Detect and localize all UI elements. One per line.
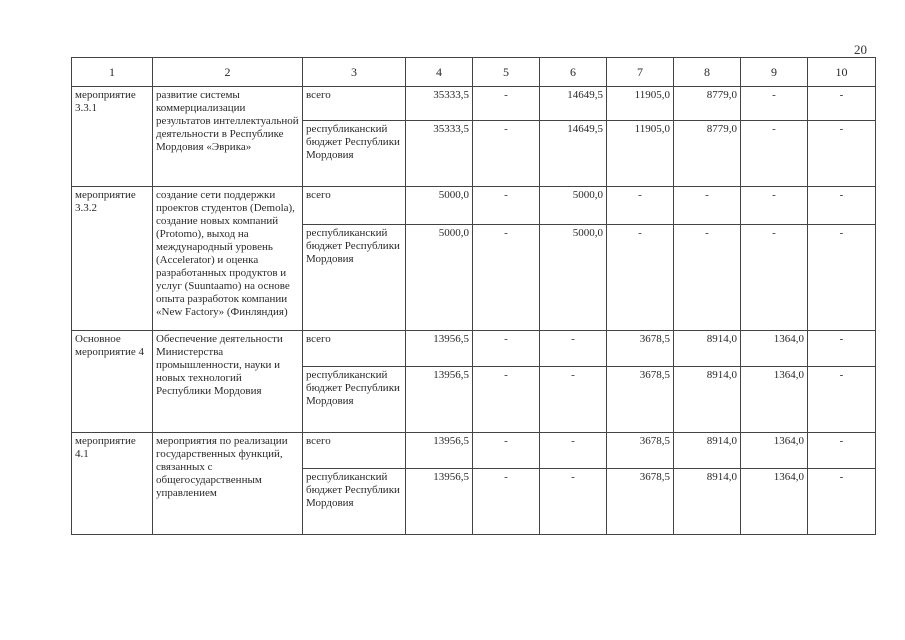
value-cell: 3678,5 (607, 469, 674, 535)
source-cell: республиканский бюджет Республики Мордовия (303, 225, 406, 331)
value-cell: 11905,0 (607, 87, 674, 121)
value-cell: - (741, 87, 808, 121)
value-cell: 1364,0 (741, 331, 808, 367)
value-cell: 8779,0 (674, 87, 741, 121)
value-cell: 13956,5 (406, 469, 473, 535)
value-cell: 3678,5 (607, 331, 674, 367)
value-cell: - (473, 187, 540, 225)
value-cell: 8914,0 (674, 469, 741, 535)
column-header: 5 (473, 58, 540, 87)
value-cell: 3678,5 (607, 367, 674, 433)
value-cell: - (473, 87, 540, 121)
value-cell: - (674, 187, 741, 225)
value-cell: - (741, 187, 808, 225)
value-cell: 5000,0 (406, 225, 473, 331)
column-header: 3 (303, 58, 406, 87)
column-header: 4 (406, 58, 473, 87)
table-row (72, 331, 876, 367)
value-cell: 5000,0 (406, 187, 473, 225)
value-cell: - (808, 367, 876, 433)
table-row (72, 187, 876, 225)
value-cell: - (674, 225, 741, 331)
value-cell: 1364,0 (741, 469, 808, 535)
table-row (72, 433, 876, 469)
value-cell: - (473, 469, 540, 535)
value-cell: - (808, 187, 876, 225)
value-cell: - (808, 121, 876, 187)
value-cell: - (808, 469, 876, 535)
value-cell: 5000,0 (540, 225, 607, 331)
description-cell: развитие системы коммерциализации результатов интеллектуальной деятельности в Республике Мордовия «Эврика» (153, 87, 303, 187)
value-cell: 35333,5 (406, 121, 473, 187)
value-cell: - (607, 187, 674, 225)
value-cell: - (473, 225, 540, 331)
value-cell: 1364,0 (741, 367, 808, 433)
column-header: 8 (674, 58, 741, 87)
source-cell: всего (303, 433, 406, 469)
value-cell: - (540, 433, 607, 469)
event-cell: мероприятие 3.3.2 (72, 187, 153, 331)
value-cell: 8914,0 (674, 433, 741, 469)
value-cell: 8779,0 (674, 121, 741, 187)
column-header: 9 (741, 58, 808, 87)
value-cell: - (540, 469, 607, 535)
source-cell: республиканский бюджет Республики Мордовия (303, 469, 406, 535)
description-cell: Обеспечение деятельности Министерства промышленности, науки и новых технологий Республики Мордовия (153, 331, 303, 433)
value-cell: 3678,5 (607, 433, 674, 469)
value-cell: - (607, 225, 674, 331)
column-header: 1 (72, 58, 153, 87)
column-header: 2 (153, 58, 303, 87)
value-cell: 1364,0 (741, 433, 808, 469)
value-cell: 35333,5 (406, 87, 473, 121)
header-row (72, 58, 876, 87)
value-cell: 14649,5 (540, 87, 607, 121)
source-cell: всего (303, 331, 406, 367)
event-cell: Основное мероприятие 4 (72, 331, 153, 433)
value-cell: - (473, 433, 540, 469)
event-cell: мероприятие 4.1 (72, 433, 153, 535)
page-number: 20 (854, 42, 867, 57)
event-cell: мероприятие 3.3.1 (72, 87, 153, 187)
value-cell: 13956,5 (406, 367, 473, 433)
value-cell: - (808, 225, 876, 331)
value-cell: - (473, 121, 540, 187)
value-cell: - (540, 331, 607, 367)
value-cell: - (473, 331, 540, 367)
table-row (72, 87, 876, 121)
value-cell: 8914,0 (674, 367, 741, 433)
column-header: 10 (808, 58, 876, 87)
column-header: 6 (540, 58, 607, 87)
value-cell: 13956,5 (406, 433, 473, 469)
value-cell: 13956,5 (406, 331, 473, 367)
source-cell: всего (303, 87, 406, 121)
value-cell: - (808, 87, 876, 121)
value-cell: 8914,0 (674, 331, 741, 367)
source-cell: всего (303, 187, 406, 225)
description-cell: создание сети поддержки проектов студентов (Demola), создание новых компаний (Protomo), выход на международный уровень (Accelerator) и оценка разработанных продуктов и услуг (Suuntaamo) на основе опыта разработок компании «New Factory» (Финляндия) (153, 187, 303, 331)
value-cell: - (741, 121, 808, 187)
column-header: 7 (607, 58, 674, 87)
value-cell: - (473, 367, 540, 433)
value-cell: 11905,0 (607, 121, 674, 187)
value-cell: 5000,0 (540, 187, 607, 225)
budget-table (71, 57, 876, 535)
source-cell: республиканский бюджет Республики Мордовия (303, 367, 406, 433)
value-cell: - (741, 225, 808, 331)
value-cell: 14649,5 (540, 121, 607, 187)
value-cell: - (808, 433, 876, 469)
source-cell: республиканский бюджет Республики Мордовия (303, 121, 406, 187)
value-cell: - (808, 331, 876, 367)
value-cell: - (540, 367, 607, 433)
description-cell: мероприятия по реализации государственных функций, связанных с общегосударственным управлением (153, 433, 303, 535)
